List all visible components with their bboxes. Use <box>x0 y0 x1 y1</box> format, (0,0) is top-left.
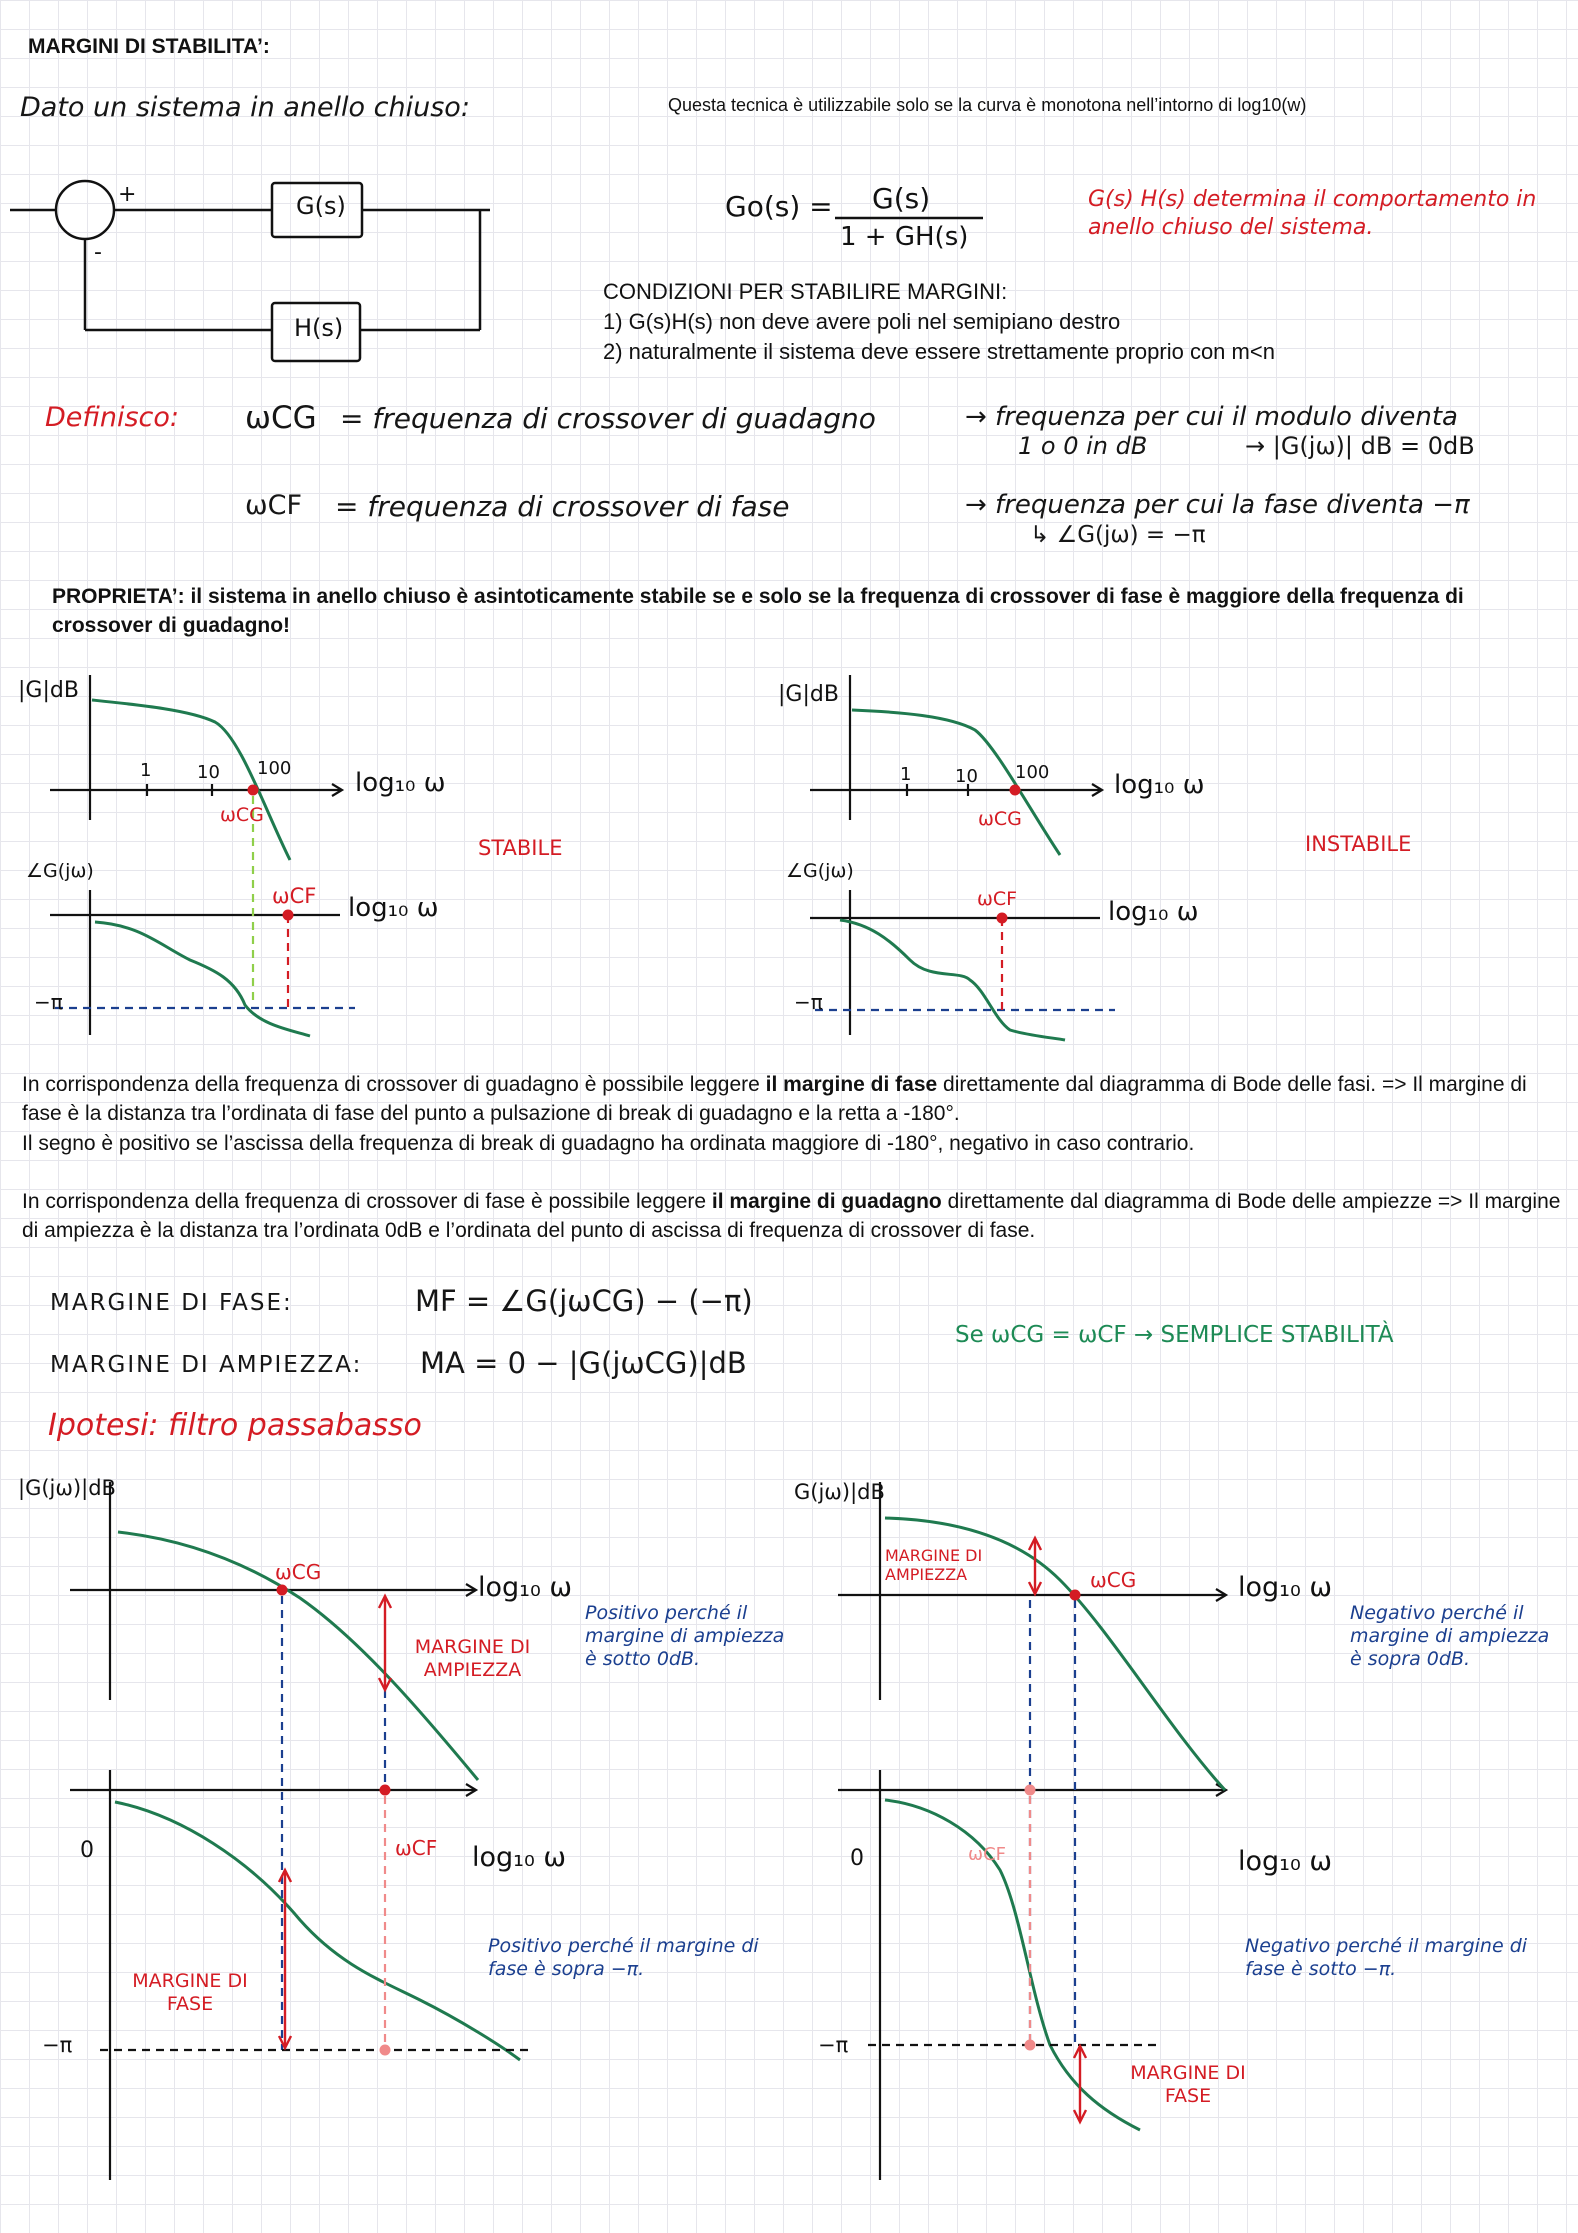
bottom-right-x-label: log₁₀ ω <box>1238 1572 1332 1603</box>
bottom-right-minus-pi: −π <box>818 2033 849 2057</box>
conditions-heading: CONDIZIONI PER STABILIRE MARGINI: <box>603 279 1008 304</box>
top-right-tick-1: 1 <box>900 764 912 785</box>
top-right-wcf: ωCF <box>977 888 1018 910</box>
summing-minus: - <box>94 240 102 265</box>
simple-stability-note: Se ωCG = ωCF → SEMPLICE STABILITÀ <box>955 1322 1394 1348</box>
bottom-left-wcf: ωCF <box>395 1836 438 1860</box>
top-left-mag-label: |G|dB <box>18 678 79 703</box>
p1-a: In corrispondenza della frequenza di crossover di guadagno è possibile leggere <box>22 1073 766 1096</box>
wcf-arrow-text: → frequenza per cui la fase diventa −π <box>965 490 1470 520</box>
bottom-left-phase-note: Positivo perché il margine di fase è sopra −π. <box>488 1935 759 1980</box>
formula-numerator: G(s) <box>872 182 931 215</box>
bottom-right-phase-note: Negativo perché il margine di fase è sotto −π. <box>1245 1935 1528 1980</box>
top-right-wcg: ωCG <box>978 808 1022 830</box>
top-left-wcf: ωCF <box>272 884 317 908</box>
bottom-right-mag-label: G(jω)|dB <box>794 1480 885 1504</box>
bode-plots-bottom <box>0 1470 1578 2190</box>
top-left-wcg: ωCG <box>220 804 264 826</box>
bottom-left-mag-label: |G(jω)|dB <box>18 1476 116 1500</box>
wcf-condition: ↳ ∠G(jω) = −π <box>1030 522 1206 548</box>
top-right-phase-label: ∠G(jω) <box>786 860 854 882</box>
wcf-definition: = frequenza di crossover di fase <box>335 490 790 523</box>
gain-margin-label: MARGINE DI AMPIEZZA: <box>50 1352 363 1378</box>
wcf-symbol: ωCF <box>245 490 302 521</box>
top-left-x-label: log₁₀ ω <box>355 768 446 798</box>
bottom-left-phase-x-label: log₁₀ ω <box>472 1842 566 1873</box>
top-left-tick-10: 10 <box>197 762 220 783</box>
bottom-left-wcg: ωCG <box>275 1560 322 1584</box>
bottom-left-phase-margin: MARGINE DI FASE <box>132 1970 248 2015</box>
fraction-bar <box>835 216 985 220</box>
wcg-definition: = frequenza di crossover di guadagno <box>340 402 876 435</box>
p2-a: In corrispondenza della frequenza di crossover di fase è possibile leggere <box>22 1190 712 1213</box>
bottom-left-zero: 0 <box>80 1838 94 1863</box>
bottom-left-x-label: log₁₀ ω <box>478 1572 572 1603</box>
formula-denominator: 1 + GH(s) <box>840 222 969 252</box>
wcg-arrow-text: → frequenza per cui il modulo diventa <box>965 402 1458 432</box>
bottom-left-minus-pi: −π <box>42 2033 73 2057</box>
feedback-block-label: H(s) <box>294 314 344 342</box>
unstable-label: INSTABILE <box>1305 832 1412 856</box>
phase-margin-formula: MF = ∠G(jωCG) − (−π) <box>415 1284 753 1318</box>
hypothesis: Ipotesi: filtro passabasso <box>48 1408 422 1443</box>
bottom-right-phase-margin: MARGINE DI FASE <box>1130 2062 1246 2107</box>
condition-2: 2) naturalmente il sistema deve essere strettamente proprio con m<n <box>603 339 1275 364</box>
bottom-right-phase-x-label: log₁₀ ω <box>1238 1846 1332 1877</box>
bottom-right-zero: 0 <box>850 1846 864 1871</box>
wcg-condition: → |G(jω)| dB = 0dB <box>1245 432 1475 460</box>
definitions-label: Definisco: <box>45 402 179 433</box>
technique-note: Questa tecnica è utilizzabile solo se la curva è monotona nell’intorno di log10(w) <box>668 95 1307 115</box>
intro-handwritten: Dato un sistema in anello chiuso: <box>20 92 470 123</box>
block-diagram <box>10 165 510 385</box>
forward-block-label: G(s) <box>296 192 346 220</box>
top-left-minus-pi: −π <box>34 990 63 1014</box>
property-text <box>52 582 1562 641</box>
bottom-left-gain-note: Positivo perché il margine di ampiezza è sotto 0dB. <box>585 1602 785 1670</box>
top-right-minus-pi: −π <box>794 990 823 1014</box>
p1-d: Il segno è positivo se l’ascissa della frequenza di break di guadagno ha ordinata maggiore di -180°, negativo in caso contrario. <box>22 1131 1195 1155</box>
top-right-mag-label: |G|dB <box>778 682 839 707</box>
property-lead: PROPRIETA’: <box>52 585 185 608</box>
phase-margin-label: MARGINE DI FASE: <box>50 1290 293 1316</box>
phase-margin-paragraph <box>22 1070 1562 1158</box>
gain-margin-formula: MA = 0 − |G(jωCG)|dB <box>420 1346 747 1380</box>
top-left-phase-label: ∠G(jω) <box>26 860 94 882</box>
bottom-right-gain-note: Negativo perché il margine di ampiezza è sopra 0dB. <box>1350 1602 1550 1670</box>
top-right-tick-100: 100 <box>1015 762 1050 783</box>
closed-loop-note: G(s) H(s) determina il comportamento in anello chiuso del sistema. <box>1088 187 1537 240</box>
top-left-tick-1: 1 <box>140 760 152 781</box>
summing-plus: + <box>118 182 137 207</box>
page-title: MARGINI DI STABILITA’: <box>28 35 270 58</box>
condition-1: 1) G(s)H(s) non deve avere poli nel semipiano destro <box>603 309 1121 334</box>
stable-label: STABILE <box>478 836 563 860</box>
p2-c: direttamente dal diagramma di Bode delle ampiezze => Il margine di ampiezza è la distanza tra l’ordinata 0dB e l’ordinata del punto di ascissa di frequenza di crossover di fase. <box>22 1190 1561 1243</box>
bottom-right-wcg: ωCG <box>1090 1568 1137 1592</box>
property-body: il sistema in anello chiuso è asintoticamente stabile se e solo se la frequenza di crossover di fase è maggiore della frequenza di crossover di guadagno! <box>52 585 1464 638</box>
bottom-left-gain-margin: MARGINE DI AMPIEZZA <box>414 1636 531 1681</box>
gain-margin-paragraph <box>22 1187 1562 1246</box>
p2-b: il margine di guadagno <box>711 1190 942 1213</box>
wcg-arrow-text-2: 1 o 0 in dB <box>1018 432 1148 460</box>
top-left-phase-x-label: log₁₀ ω <box>348 893 439 923</box>
formula-lhs: Go(s) = <box>725 190 833 223</box>
bottom-right-gain-margin: MARGINE DI AMPIEZZA <box>885 1546 983 1585</box>
top-right-phase-x-label: log₁₀ ω <box>1108 897 1199 927</box>
bottom-right-wcf: ωCF <box>968 1844 1006 1865</box>
top-right-x-label: log₁₀ ω <box>1114 770 1205 800</box>
top-left-tick-100: 100 <box>257 758 292 779</box>
p1-b: il margine di fase <box>765 1073 938 1096</box>
top-right-tick-10: 10 <box>955 766 978 787</box>
p1-c: direttamente dal diagramma di Bode delle fasi. => Il margine di fase è la distanza tra l’ordinata di fase del punto a pulsazione di break di guadagno e la retta a -180°. <box>22 1073 1527 1126</box>
wcg-symbol: ωCG <box>245 400 317 436</box>
